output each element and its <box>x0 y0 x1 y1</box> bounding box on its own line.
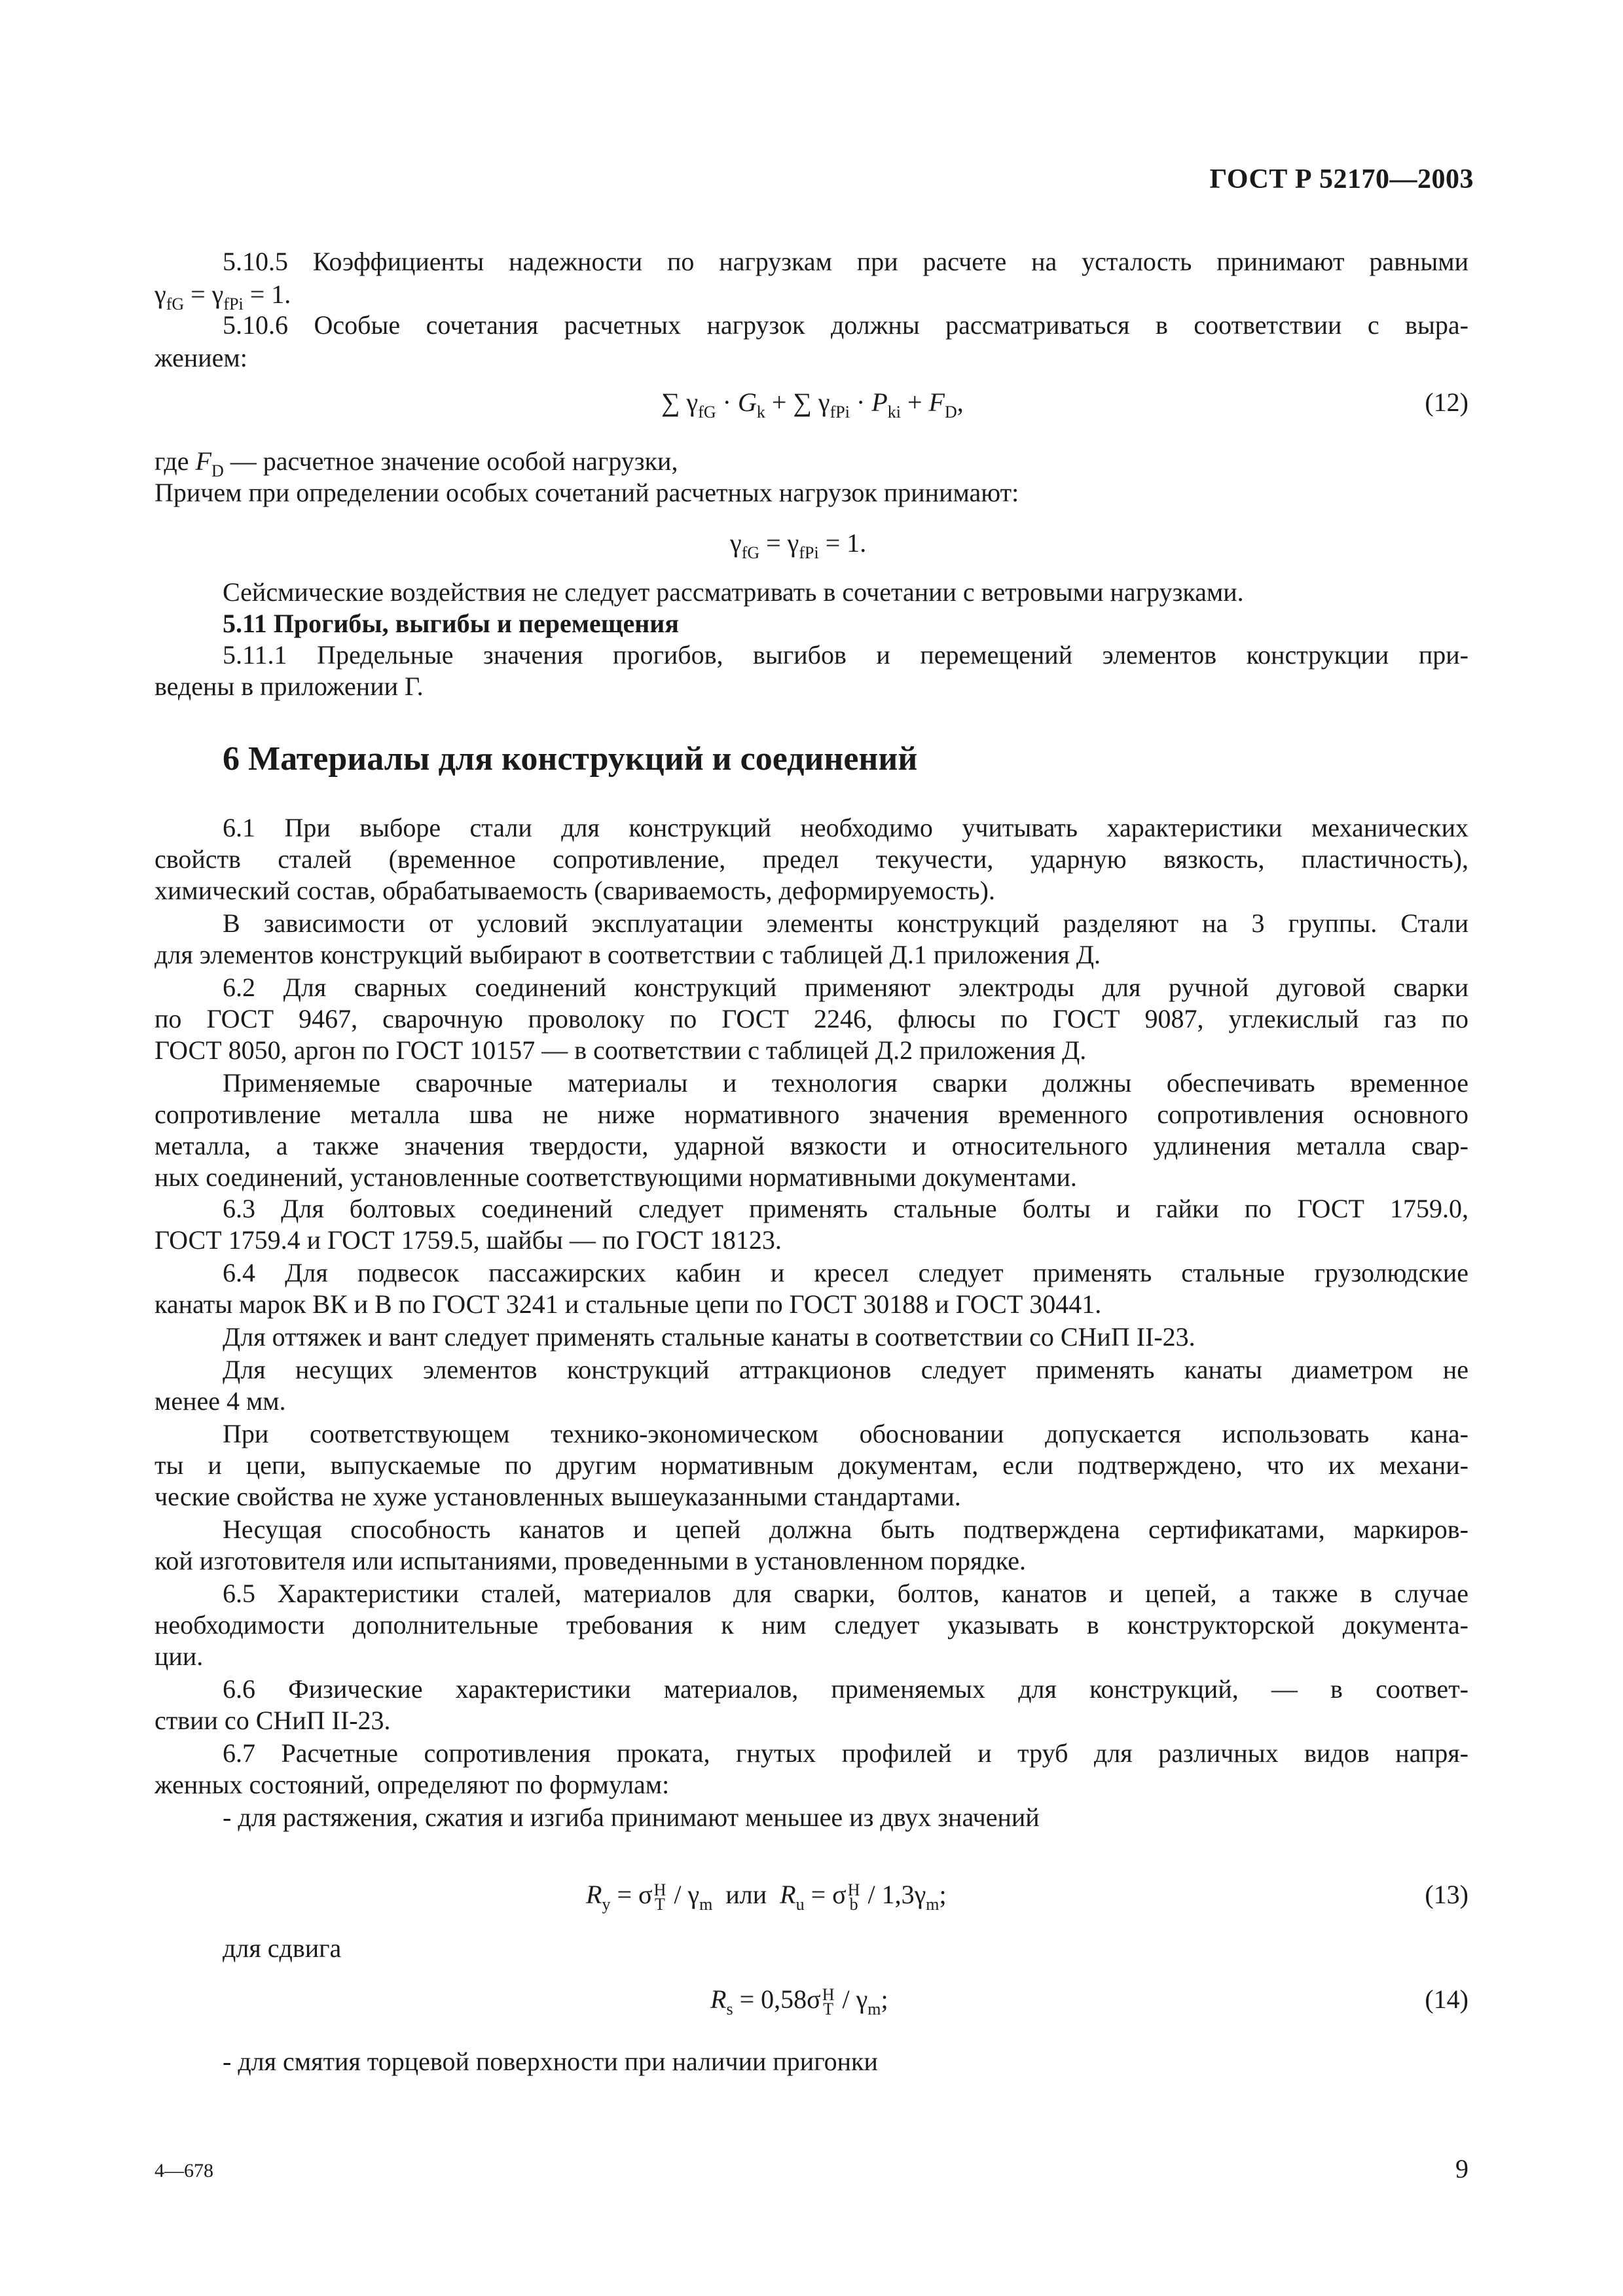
equation-number: (13) <box>1425 1880 1468 1909</box>
paragraph-line: химический состав, обрабатываемость (свариваемость, деформируемость). <box>155 876 995 905</box>
paragraph-line: ты и цепи, выпускаемые по другим нормативным документам, если подтверждено, что их механи- <box>155 1450 1468 1480</box>
equation-number: (14) <box>1425 1984 1468 2014</box>
subsection-title: 5.11 Прогибы, выгибы и перемещения <box>223 609 679 638</box>
paragraph-line: ции. <box>155 1641 204 1671</box>
formula-legend: где $F_D$ — расчетное значение особой нагрузки, <box>155 446 678 480</box>
paragraph-line: 6.7 Расчетные сопротивления проката, гнутых профилей и труб для различных видов напря- <box>223 1738 1468 1768</box>
paragraph-line: Применяемые сварочные материалы и технология сварки должны обеспечивать временное <box>223 1068 1468 1098</box>
paragraph-line: Несущая способность канатов и цепей должна быть подтверждена сертификатами, маркиров- <box>223 1515 1468 1544</box>
paragraph-line: 6.3 Для болтовых соединений следует применять стальные болты и гайки по ГОСТ 1759.0, <box>223 1194 1468 1223</box>
paragraph-line: Сейсмические воздействия не следует рассматривать в сочетании с ветровыми нагрузками. <box>223 577 1244 607</box>
paragraph-line: необходимости дополнительные требования к ним следует указывать в конструкторской документа- <box>155 1610 1468 1640</box>
paragraph-line: жением: <box>155 343 247 372</box>
paragraph-line: канаты марок ВК и В по ГОСТ 3241 и стальные цепи по ГОСТ 30188 и ГОСТ 30441. <box>155 1289 1102 1319</box>
formula-14: $R_s = 0,58\sigma$ Н Т / $\gamma_m$; <box>710 1984 888 2018</box>
equation-number: (12) <box>1425 387 1468 417</box>
paragraph-line: ГОСТ 1759.4 и ГОСТ 1759.5, шайбы — по ГОСТ 18123. <box>155 1225 782 1255</box>
paragraph-line: для сдвига <box>223 1933 342 1963</box>
paragraph-line: - для смятия торцевой поверхности при наличии пригонки <box>223 2047 878 2076</box>
paragraph-line: 6.4 Для подвесок пассажирских кабин и кресел следует применять стальные грузолюдские <box>223 1258 1468 1287</box>
paragraph-line: свойств сталей (временное сопротивление, предел текучести, ударную вязкость, пластичность), <box>155 844 1468 874</box>
paragraph-line: менее 4 мм. <box>155 1386 286 1416</box>
paragraph-line: ГОСТ 8050, аргон по ГОСТ 10157 — в соответствии с таблицей Д.2 приложения Д. <box>155 1035 1087 1065</box>
paragraph-line: женных состояний, определяют по формулам: <box>155 1770 670 1799</box>
paragraph-line: 5.11.1 Предельные значения прогибов, выгибов и перемещений элементов конструкции при- <box>223 640 1468 670</box>
footer-code: 4—678 <box>155 2160 213 2181</box>
formula-12: ∑ $\gamma_{fG} \cdot G_k$ + ∑ $\gamma_{fPi} \cdot P_{ki} + F_D$, <box>661 387 964 422</box>
paragraph-line: по ГОСТ 9467, сварочную проволоку по ГОСТ 2246, флюсы по ГОСТ 9087, углекислый газ по <box>155 1004 1468 1033</box>
paragraph-line: ведены в приложении Г. <box>155 672 424 701</box>
paragraph-line: Для оттяжек и вант следует применять стальные канаты в соответствии со СНиП II-23. <box>223 1322 1195 1352</box>
page-number: 9 <box>1455 2154 1468 2183</box>
paragraph-line: металла, а также значения твердости, ударной вязкости и относительного удлинения металла свар- <box>155 1131 1468 1160</box>
paragraph-line: - для растяжения, сжатия и изгиба принимают меньшее из двух значений <box>223 1803 1040 1832</box>
formula-inline-centered: $\gamma_{fG} = \gamma_{fPi} = 1$. <box>730 528 867 562</box>
paragraph-line: В зависимости от условий эксплуатации элементы конструкций разделяют на 3 группы. Стали <box>223 908 1468 938</box>
section-title: 6 Материалы для конструкций и соединений <box>223 740 918 778</box>
paragraph-line: 6.6 Физические характеристики материалов, применяемых для конструкций, — в соответ- <box>223 1674 1468 1704</box>
paragraph-line: ческие свойства не хуже установленных вышеуказанными стандартами. <box>155 1482 961 1511</box>
paragraph-line: кой изготовителя или испытаниями, проведенными в установленном порядке. <box>155 1546 1026 1575</box>
paragraph-line: 6.1 При выборе стали для конструкций необходимо учитывать характеристики механических <box>223 813 1468 842</box>
paragraph-line: сопротивление металла шва не ниже нормативного значения временного сопротивления основного <box>155 1100 1468 1129</box>
paragraph-line: При соответствующем технико-экономическом обосновании допускается использовать кана- <box>223 1419 1468 1448</box>
paragraph-line: ных соединений, установленные соответствующими нормативными документами. <box>155 1162 1077 1192</box>
paragraph-line: 6.2 Для сварных соединений конструкций применяют электроды для ручной дуговой сварки <box>223 973 1468 1002</box>
paragraph-line: для элементов конструкций выбирают в соответствии с таблицей Д.1 приложения Д. <box>155 940 1101 969</box>
paragraph-line: Для несущих элементов конструкций аттракционов следует применять канаты диаметром не <box>223 1355 1468 1384</box>
formula-13: $R_y = \sigma$ Н Т / $\gamma_m$ или $R_u = \sigma$ Н b / $1,3\gamma_m$; <box>586 1880 947 1914</box>
paragraph-line: 5.10.5 Коэффициенты надежности по нагрузкам при расчете на усталость принимают равными <box>223 247 1468 276</box>
paragraph-line: Причем при определении особых сочетаний расчетных нагрузок принимают: <box>155 478 1019 507</box>
document-header: ГОСТ Р 52170—2003 <box>1209 164 1474 194</box>
paragraph-line: 5.10.6 Особые сочетания расчетных нагрузок должны рассматриваться в соответствии с выра- <box>223 310 1468 340</box>
formula-inline: $\gamma_{fG} = \gamma_{fPi} = 1$. <box>155 279 291 314</box>
paragraph-line: ствии со СНиП II-23. <box>155 1706 391 1735</box>
paragraph-line: 6.5 Характеристики сталей, материалов для сварки, болтов, канатов и цепей, а также в случае <box>223 1579 1468 1608</box>
